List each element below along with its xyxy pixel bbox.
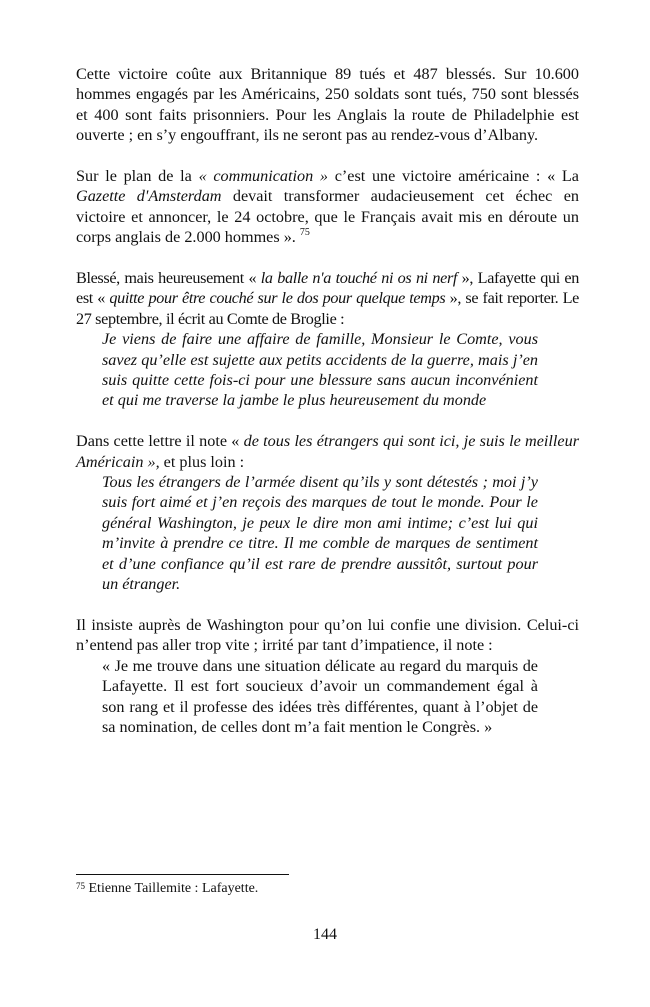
text: Sur le plan de la bbox=[76, 167, 199, 186]
paragraph-casualties: Cette victoire coûte aux Britannique 89 tués et 487 blessés. Sur 10.600 hommes engagés par les Américains, 250 soldats sont tués, 750 sont blessés et 400 sont faits prisonniers. Pour les Anglais la route de Philadelphie est ouverte ; en s’y engouffrant, ils ne seront pas au rendez-vous d’Albany. bbox=[76, 65, 579, 145]
italic-text: « communication » bbox=[198, 167, 328, 186]
italic-quote: quitte pour être couché sur le dos pour quelque temps bbox=[109, 289, 446, 308]
paragraph-division: Il insiste auprès de Washington pour qu’on lui confie une division. Celui-ci n’entend pas aller trop vite ; irrité par tant d’impatience, il note : bbox=[76, 615, 579, 655]
footnote-divider bbox=[76, 874, 289, 875]
text: », se fait reporter. Le 27 septembre, il écrit au Comte de Broglie : bbox=[76, 289, 580, 328]
text: et plus loin : bbox=[159, 452, 245, 471]
footnote-number: 75 bbox=[76, 881, 85, 891]
text: c’est une victoire américaine : « La bbox=[327, 167, 579, 186]
paragraph-wounded bbox=[76, 268, 579, 329]
footnote-text: Etienne Taillemite : Lafayette. bbox=[85, 881, 259, 896]
blockquote-washington: « Je me trouve dans une situation délicate au regard du marquis de Lafayette. Il est fort soucieux d’avoir un commandement égal à son rang et il professe des idées très différentes, quant à l’objet de sa nomination, de celles dont m’a fait mention le Congrès. » bbox=[102, 656, 538, 736]
footnote bbox=[76, 880, 258, 898]
publication-title: Gazette d'Amsterdam bbox=[76, 187, 222, 206]
paragraph-letter-note bbox=[76, 431, 579, 472]
text: Blessé, mais heureusement « bbox=[76, 269, 261, 288]
blockquote-letter-broglie: Je viens de faire une affaire de famille, Monsieur le Comte, vous savez qu’elle est sujette aux petits accidents de la guerre, mais j’en suis quitte cette fois-ci pour une blessure sans aucun inconvénient et qui me traverse la jambe le plus heureusement du monde bbox=[102, 330, 538, 410]
blockquote-foreigners: Tous les étrangers de l’armée disent qu’ils y sont détestés ; moi j’y suis fort aimé et j’en reçois des marques de tout le monde. Pour le général Washington, je peux le dire mon ami intime; c’est lui qui m’invite à prendre ce titre. Il me comble de marques de sentiment et d’une confiance qu’il est rare de prendre aussitôt, surtout pour un étranger. bbox=[102, 473, 538, 594]
footnote-reference[interactable]: 75 bbox=[299, 227, 310, 239]
text: devait transformer audacieusement cet échec en victoire et annoncer, le 24 octobre, que le Français avait mis en déroute un corps anglais de 2.000 hommes ». bbox=[76, 187, 579, 247]
text: », Lafayette qui en est « bbox=[76, 269, 579, 308]
italic-quote: la balle n'a touché ni os ni nerf bbox=[260, 269, 458, 288]
italic-quote: de tous les étrangers qui sont ici, je suis le meilleur Américain », bbox=[76, 432, 580, 471]
page-body bbox=[76, 64, 579, 758]
paragraph-communication bbox=[76, 166, 579, 248]
text: Dans cette lettre il note « bbox=[76, 432, 244, 451]
page-number: 144 bbox=[313, 926, 337, 943]
